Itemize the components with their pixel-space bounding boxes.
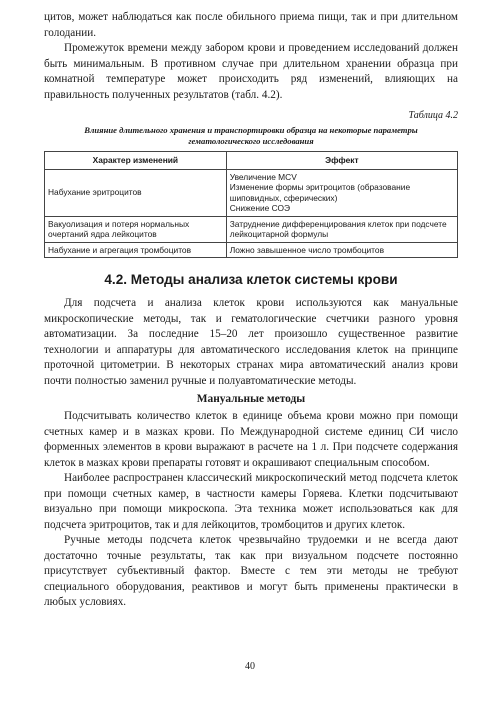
page-number: 40 — [245, 661, 255, 672]
section-paragraph-2: Подсчитывать количество клеток в единице объема крови можно при помощи счетных камер и в мазках крови. По Международной системе единиц СИ число форменных элементов в крови выражают в расчете на 1 л. При подсчете содержания клеток в мазках крови препараты готовят и окрашивают специальным способом. — [44, 410, 458, 469]
effect-line: Затруднение дифференцирования клеток при подсчете лейкоцитарной формулы — [229, 218, 447, 239]
subsection-heading: Мануальные методы — [196, 393, 306, 405]
effect-line: Изменение формы эритроцитов (образование шиповидных, сферических) — [229, 182, 411, 203]
intro-paragraph-2: Промежуток времени между забором крови и проведением исследований должен быть минимальным. В противном случае при длительном хранении образца при комнатной температуре может происходить ряд изменений, влияющих на правильность полученных результатов (табл. 4.2). — [44, 42, 458, 101]
effect-line: Ложно завышенное число тромбоцитов — [229, 244, 385, 255]
effect-line: Снижение СОЭ — [229, 203, 291, 213]
table-header-effect: Эффект — [226, 152, 457, 170]
effect-line: Увеличение MCV — [229, 171, 297, 182]
storage-effects-table — [44, 151, 458, 258]
table-cell-change: Вакуолизация и потеря нормальных очертаний ядра лейкоцитов — [45, 216, 227, 242]
table-row — [45, 242, 458, 258]
table-cell-change: Набухание эритроцитов — [45, 169, 227, 216]
table-cell-effect — [226, 242, 457, 258]
table-cell-effect — [226, 216, 457, 242]
table-title: Влияние длительного хранения и транспортировки образца на некоторые параметры гематологического исследования — [84, 125, 418, 146]
section-heading: 4.2. Методы анализа клеток системы крови — [104, 272, 398, 287]
section-paragraph-4: Ручные методы подсчета клеток чрезвычайно трудоемки и не всегда дают достаточно точные результаты, так как при визуальном подсчете постоянно присутствует субъективный фактор. Вместе с тем эти методы не требуют специального оборудования, реактивов и могут быть применены практически в любых условиях. — [44, 534, 458, 608]
table-caption: Таблица 4.2 — [408, 110, 458, 121]
table-cell-change: Набухание и агрегация тромбоцитов — [45, 242, 227, 258]
table-header-row — [45, 152, 458, 170]
table-row — [45, 169, 458, 216]
table-cell-effect — [226, 169, 457, 216]
page-content — [44, 10, 458, 611]
section-paragraph-3: Наиболее распространен классический микроскопический метод подсчета клеток при помощи счетных камер, в частности камеры Горяева. Клетки подсчитывают визуально при помощи микроскопа. Эта техника может использоваться как для подсчета эритроцитов, так и для лейкоцитов, тромбоцитов и других клеток. — [44, 472, 458, 531]
table-row — [45, 216, 458, 242]
table-header-change: Характер изменений — [45, 152, 227, 170]
section-paragraph-1: Для подсчета и анализа клеток крови используются как мануальные микроскопические методы, так и гематологические счетчики разного уровня автоматизации. За последние 15–20 лет произошло существенное развитие технологии и аппаратуры для автоматического исследования клеток на принципе проточной цитометрии. В некоторых странах мира автоматический анализ крови почти полностью заменил ручные и полуавтоматические методы. — [44, 297, 458, 387]
intro-paragraph-1: цитов, может наблюдаться как после обильного приема пищи, так и при длительном голодании. — [44, 11, 458, 39]
